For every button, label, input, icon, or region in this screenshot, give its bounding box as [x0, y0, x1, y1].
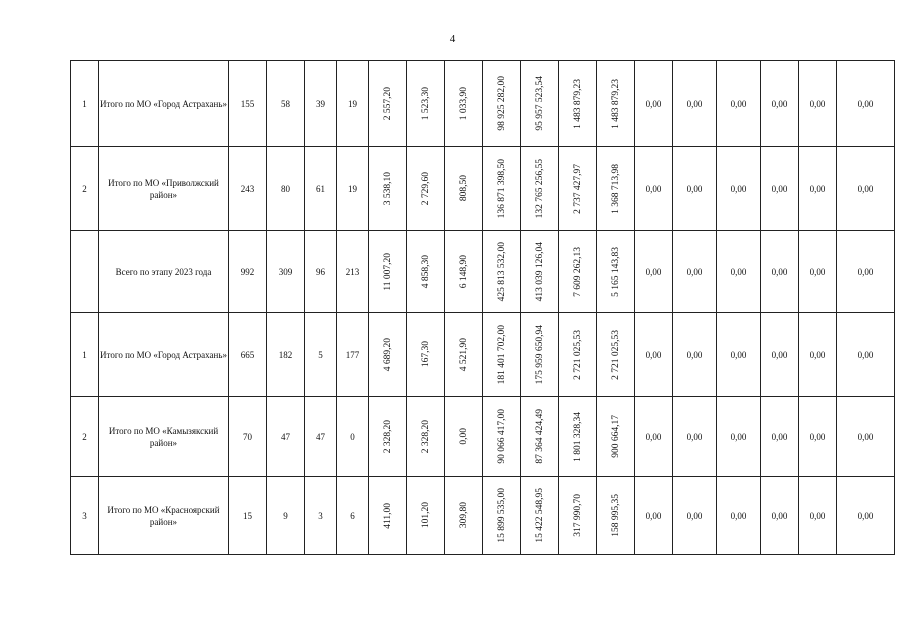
value-cell: [369, 477, 407, 555]
value-cell-text: 3 538,10: [382, 171, 393, 206]
count-cell: 182: [267, 313, 305, 397]
value-cell-text: 132 765 256,55: [534, 158, 545, 219]
value-cell-text: 7 609 262,13: [572, 246, 583, 297]
zero-cell: 0,00: [635, 61, 673, 147]
value-cell-text: 1 483 879,23: [610, 78, 621, 129]
count-cell: 80: [267, 147, 305, 231]
value-cell-text: 1 801 328,34: [572, 411, 583, 462]
zero-cell: 0,00: [673, 397, 717, 477]
value-cell: [445, 313, 483, 397]
value-cell-text: 6 148,90: [458, 254, 469, 289]
value-cell: [597, 61, 635, 147]
value-cell: [521, 61, 559, 147]
value-cell: [369, 397, 407, 477]
value-cell-text: 425 813 532,00: [496, 241, 507, 302]
count-cell: 309: [267, 231, 305, 313]
count-cell: 6: [337, 477, 369, 555]
zero-cell: 0,00: [717, 61, 761, 147]
count-cell: 665: [229, 313, 267, 397]
zero-cell: 0,00: [837, 231, 895, 313]
data-table: [70, 60, 895, 555]
table-row: [71, 313, 895, 397]
value-cell: [559, 397, 597, 477]
row-number-cell: 3: [71, 477, 99, 555]
value-cell: [445, 231, 483, 313]
table-row: [71, 477, 895, 555]
table-row: [71, 61, 895, 147]
value-cell: [407, 313, 445, 397]
value-cell: [407, 397, 445, 477]
value-cell: [483, 313, 521, 397]
zero-cell: 0,00: [635, 313, 673, 397]
value-cell-text: 15 422 548,95: [534, 488, 545, 543]
zero-cell: 0,00: [837, 477, 895, 555]
value-cell-text: 2 729,60: [420, 171, 431, 206]
value-cell-text: 87 364 424,49: [534, 409, 545, 464]
value-cell: [407, 231, 445, 313]
count-cell: 61: [305, 147, 337, 231]
value-cell-text: 2 721 025,53: [610, 329, 621, 380]
table-row: [71, 147, 895, 231]
value-cell-text: 175 959 650,94: [534, 324, 545, 385]
zero-cell: 0,00: [673, 147, 717, 231]
value-cell: [521, 313, 559, 397]
value-cell-text: 90 066 417,00: [496, 409, 507, 464]
page-number: 4: [449, 33, 456, 45]
value-cell: [559, 477, 597, 555]
value-cell-text: 2 328,20: [420, 419, 431, 454]
row-name-cell: Итого по МО «Красноярский район»: [99, 477, 229, 555]
zero-cell: 0,00: [799, 477, 837, 555]
value-cell-text: 309,80: [458, 502, 469, 529]
zero-cell: 0,00: [837, 313, 895, 397]
count-cell: 70: [229, 397, 267, 477]
value-cell: [445, 147, 483, 231]
count-cell: 39: [305, 61, 337, 147]
zero-cell: 0,00: [799, 147, 837, 231]
value-cell-text: 900 664,17: [610, 415, 621, 458]
value-cell-text: 411,00: [382, 502, 393, 529]
value-cell-text: 1 483 879,23: [572, 78, 583, 129]
value-cell: [407, 147, 445, 231]
zero-cell: 0,00: [799, 61, 837, 147]
value-cell-text: 2 737 427,97: [572, 163, 583, 214]
zero-cell: 0,00: [799, 397, 837, 477]
count-cell: 96: [305, 231, 337, 313]
value-cell-text: 1 033,90: [458, 86, 469, 121]
value-cell-text: 4 689,20: [382, 337, 393, 372]
count-cell: 992: [229, 231, 267, 313]
value-cell-text: 0,00: [458, 428, 469, 445]
value-cell: [369, 231, 407, 313]
value-cell: [483, 231, 521, 313]
count-cell: 47: [267, 397, 305, 477]
value-cell-text: 181 401 702,00: [496, 324, 507, 385]
zero-cell: 0,00: [673, 61, 717, 147]
value-cell: [521, 397, 559, 477]
value-cell: [521, 231, 559, 313]
row-number-cell: 2: [71, 147, 99, 231]
count-cell: 177: [337, 313, 369, 397]
value-cell: [521, 147, 559, 231]
zero-cell: 0,00: [837, 147, 895, 231]
value-cell: [445, 61, 483, 147]
value-cell-text: 413 039 126,04: [534, 241, 545, 302]
count-cell: 58: [267, 61, 305, 147]
zero-cell: 0,00: [761, 61, 799, 147]
value-cell-text: 2 721 025,53: [572, 329, 583, 380]
count-cell: 155: [229, 61, 267, 147]
value-cell: [483, 147, 521, 231]
zero-cell: 0,00: [799, 231, 837, 313]
value-cell: [445, 397, 483, 477]
value-cell: [369, 147, 407, 231]
row-number-cell: 2: [71, 397, 99, 477]
value-cell: [483, 477, 521, 555]
zero-cell: 0,00: [799, 313, 837, 397]
zero-cell: 0,00: [761, 397, 799, 477]
value-cell: [521, 477, 559, 555]
count-cell: 19: [337, 147, 369, 231]
value-cell-text: 95 957 523,54: [534, 76, 545, 131]
count-cell: 19: [337, 61, 369, 147]
value-cell-text: 11 007,20: [382, 252, 393, 291]
value-cell-text: 4 858,30: [420, 254, 431, 289]
value-cell-text: 98 925 282,00: [496, 76, 507, 131]
value-cell-text: 5 165 143,83: [610, 246, 621, 297]
value-cell-text: 4 521,90: [458, 337, 469, 372]
value-cell: [483, 397, 521, 477]
count-cell: 9: [267, 477, 305, 555]
zero-cell: 0,00: [673, 477, 717, 555]
zero-cell: 0,00: [761, 147, 799, 231]
zero-cell: 0,00: [761, 313, 799, 397]
value-cell-text: 317 990,70: [572, 494, 583, 537]
value-cell-text: 158 995,35: [610, 494, 621, 537]
value-cell: [597, 313, 635, 397]
row-name-cell: Итого по МО «Город Астрахань»: [99, 61, 229, 147]
value-cell-text: 2 328,20: [382, 419, 393, 454]
zero-cell: 0,00: [717, 313, 761, 397]
value-cell: [445, 477, 483, 555]
count-cell: 5: [305, 313, 337, 397]
count-cell: 243: [229, 147, 267, 231]
table-row: [71, 231, 895, 313]
value-cell-text: 1 523,30: [420, 86, 431, 121]
zero-cell: 0,00: [761, 477, 799, 555]
count-cell: 213: [337, 231, 369, 313]
zero-cell: 0,00: [717, 231, 761, 313]
value-cell-text: 167,30: [420, 341, 431, 368]
value-cell-text: 2 557,20: [382, 86, 393, 121]
zero-cell: 0,00: [635, 397, 673, 477]
value-cell: [559, 61, 597, 147]
row-number-cell: 1: [71, 61, 99, 147]
zero-cell: 0,00: [635, 477, 673, 555]
zero-cell: 0,00: [761, 231, 799, 313]
zero-cell: 0,00: [673, 313, 717, 397]
value-cell: [369, 61, 407, 147]
table-row: [71, 397, 895, 477]
value-cell-text: 1 368 713,98: [610, 163, 621, 214]
count-cell: 0: [337, 397, 369, 477]
value-cell: [407, 61, 445, 147]
value-cell: [369, 313, 407, 397]
value-cell: [559, 147, 597, 231]
count-cell: 3: [305, 477, 337, 555]
zero-cell: 0,00: [717, 477, 761, 555]
row-number-cell: 1: [71, 313, 99, 397]
value-cell: [597, 231, 635, 313]
value-cell: [483, 61, 521, 147]
value-cell-text: 808,50: [458, 175, 469, 202]
value-cell: [597, 397, 635, 477]
value-cell: [559, 231, 597, 313]
value-cell-text: 136 871 398,50: [496, 158, 507, 219]
row-number-cell: [71, 231, 99, 313]
value-cell-text: 15 899 535,00: [496, 488, 507, 543]
zero-cell: 0,00: [717, 397, 761, 477]
value-cell: [559, 313, 597, 397]
value-cell: [407, 477, 445, 555]
zero-cell: 0,00: [837, 397, 895, 477]
row-name-cell: Итого по МО «Город Астрахань»: [99, 313, 229, 397]
value-cell: [597, 147, 635, 231]
count-cell: 15: [229, 477, 267, 555]
zero-cell: 0,00: [673, 231, 717, 313]
row-name-cell: Итого по МО «Приволжский район»: [99, 147, 229, 231]
zero-cell: 0,00: [635, 231, 673, 313]
row-name-cell: Итого по МО «Камызякский район»: [99, 397, 229, 477]
zero-cell: 0,00: [837, 61, 895, 147]
count-cell: 47: [305, 397, 337, 477]
value-cell: [597, 477, 635, 555]
row-name-cell: Всего по этапу 2023 года: [99, 231, 229, 313]
value-cell-text: 101,20: [420, 502, 431, 529]
zero-cell: 0,00: [635, 147, 673, 231]
zero-cell: 0,00: [717, 147, 761, 231]
